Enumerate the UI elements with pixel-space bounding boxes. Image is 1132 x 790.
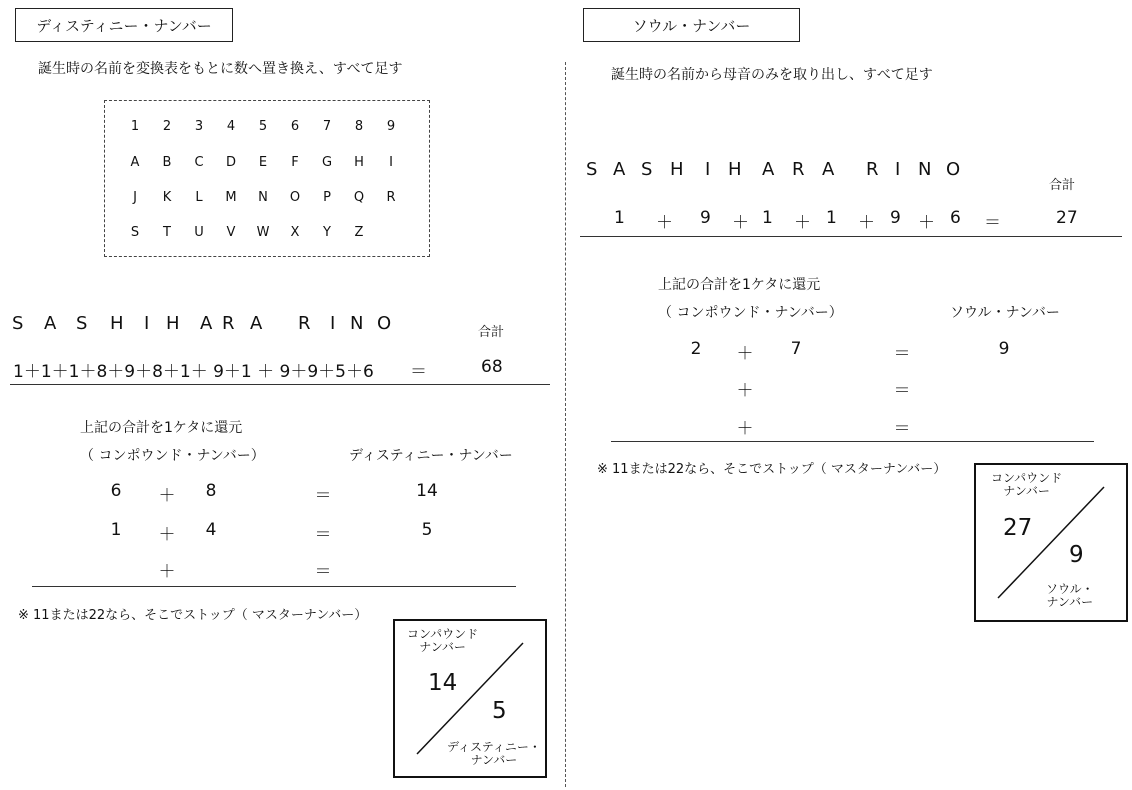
name-letter: S <box>641 159 653 180</box>
reduce-eq: ＝ <box>893 381 911 401</box>
table-number: 5 <box>258 119 268 134</box>
equation-term: ＋ <box>858 213 875 233</box>
soul-title: ソウル・ナンバー <box>632 16 751 35</box>
destiny-total: 68 <box>481 357 503 377</box>
table-letter: L <box>195 190 203 205</box>
soul-total: 27 <box>1056 208 1078 228</box>
name-letter: S <box>586 159 598 180</box>
soul-reduce-rule <box>611 441 1094 442</box>
reduce-plus: ＋ <box>158 486 176 506</box>
soul-sum-rule <box>580 236 1122 237</box>
equation-term: 9 <box>890 208 901 228</box>
destiny-sum-label: 合計 <box>478 325 505 340</box>
destiny-box-final-value: 5 <box>492 698 507 724</box>
destiny-box-compound-value: 14 <box>428 670 458 696</box>
name-letter: H <box>166 313 180 334</box>
table-letter: F <box>291 155 299 170</box>
destiny-result-label: ディスティニー・ナンバー <box>349 448 513 464</box>
table-letter: O <box>289 190 301 205</box>
table-letter: R <box>386 190 396 205</box>
reduce-eq: ＝ <box>314 486 332 506</box>
table-letter: T <box>163 225 171 240</box>
reduce-r: 9 <box>998 339 1010 359</box>
name-letter: A <box>250 313 263 334</box>
name-letter: H <box>670 159 684 180</box>
reduce-b: 8 <box>205 481 217 501</box>
table-number: 9 <box>386 119 396 134</box>
name-letter: A <box>822 159 835 180</box>
table-number: 1 <box>130 119 140 134</box>
name-letter: I <box>705 159 711 180</box>
table-letter: E <box>258 155 268 170</box>
table-letter: I <box>389 155 393 170</box>
destiny-result-box <box>393 619 547 778</box>
reduce-r: 14 <box>416 481 438 501</box>
name-letter: H <box>110 313 124 334</box>
soul-result-box <box>974 463 1128 622</box>
soul-instruction: 誕生時の名前から母音のみを取り出し、すべて足す <box>611 67 933 83</box>
reduce-eq: ＝ <box>314 562 332 582</box>
table-letter: X <box>290 225 300 240</box>
destiny-instruction: 誕生時の名前を変換表をもとに数へ置き換え、すべて足す <box>38 61 403 77</box>
reduce-b: 4 <box>205 520 217 540</box>
table-letter: Q <box>353 190 365 205</box>
reduce-a: 6 <box>110 481 122 501</box>
table-letter: M <box>225 190 237 205</box>
table-number: 3 <box>194 119 204 134</box>
soul-box-final-value: 9 <box>1069 542 1084 568</box>
destiny-sum-rule <box>10 384 550 385</box>
name-letter: N <box>350 313 364 334</box>
name-letter: I <box>144 313 150 334</box>
name-letter: A <box>762 159 775 180</box>
equation-term: ＝ <box>984 213 1001 233</box>
reduce-plus: ＋ <box>736 419 754 439</box>
destiny-box-compound-label: コンパウンド ナンバー <box>407 627 479 654</box>
table-letter: P <box>323 190 331 205</box>
table-number: 8 <box>354 119 364 134</box>
destiny-equation: 1＋1＋1＋8＋9＋8＋1＋ 9＋1 ＋ 9＋9＋5＋6 <box>13 362 374 382</box>
name-letter: H <box>728 159 742 180</box>
equation-term: 6 <box>950 208 961 228</box>
reduce-eq: ＝ <box>314 525 332 545</box>
reduce-a: 1 <box>110 520 122 540</box>
equation-term: 1 <box>762 208 773 228</box>
reduce-plus: ＋ <box>158 562 176 582</box>
name-letter: A <box>44 313 57 334</box>
destiny-compound-label: （ コンポウンド・ナンバー） <box>80 448 265 464</box>
table-number: 2 <box>162 119 172 134</box>
reduce-plus: ＋ <box>158 525 176 545</box>
center-divider <box>565 62 566 787</box>
table-number: 4 <box>226 119 236 134</box>
table-letter: D <box>225 155 236 170</box>
table-letter: U <box>194 225 204 240</box>
name-letter: I <box>330 313 336 334</box>
name-letter: I <box>895 159 901 180</box>
destiny-equals: ＝ <box>410 362 427 382</box>
table-letter: Y <box>323 225 331 240</box>
table-letter: A <box>130 155 140 170</box>
destiny-box-final-label: ディスティニー・ ナンバー <box>447 740 541 767</box>
equation-term: ＋ <box>918 213 935 233</box>
table-letter: J <box>133 190 137 205</box>
conversion-table <box>104 100 430 257</box>
destiny-title-box <box>15 8 233 42</box>
destiny-footnote: ※ 11または22なら、そこでストップ（ マスターナンバー） <box>18 608 368 623</box>
name-letter: R <box>792 159 805 180</box>
equation-term: 9 <box>700 208 711 228</box>
table-letter: G <box>321 155 333 170</box>
equation-term: 1 <box>826 208 837 228</box>
name-letter: R <box>222 313 235 334</box>
table-letter: S <box>130 225 140 240</box>
soul-box-compound-value: 27 <box>1003 515 1033 541</box>
soul-title-box <box>583 8 800 42</box>
name-letter: O <box>377 313 392 334</box>
destiny-title: ディスティニー・ナンバー <box>36 16 212 35</box>
soul-reduce-title: 上記の合計を1ケタに還元 <box>658 277 821 293</box>
soul-box-final-label: ソウル・ ナンバー <box>1046 582 1094 609</box>
table-letter: W <box>256 225 270 240</box>
reduce-b: 7 <box>790 339 802 359</box>
soul-box-compound-label: コンパウンド ナンバー <box>991 471 1063 498</box>
name-letter: R <box>298 313 311 334</box>
name-letter: S <box>76 313 88 334</box>
destiny-reduce-title: 上記の合計を1ケタに還元 <box>80 420 243 436</box>
table-number: 7 <box>322 119 332 134</box>
table-letter: C <box>194 155 204 170</box>
soul-result-label: ソウル・ナンバー <box>950 305 1060 321</box>
equation-term: 1 <box>614 208 625 228</box>
name-letter: O <box>946 159 961 180</box>
name-letter: A <box>200 313 213 334</box>
equation-term: ＋ <box>794 213 811 233</box>
name-letter: A <box>613 159 626 180</box>
table-letter: N <box>258 190 268 205</box>
reduce-plus: ＋ <box>736 344 754 364</box>
destiny-reduce-rule <box>32 586 516 587</box>
reduce-a: 2 <box>690 339 702 359</box>
name-letter: R <box>866 159 879 180</box>
equation-term: ＋ <box>732 213 749 233</box>
soul-compound-label: （ コンポウンド・ナンバー） <box>658 305 843 321</box>
table-letter: V <box>226 225 236 240</box>
soul-footnote: ※ 11または22なら、そこでストップ（ マスターナンバー） <box>597 462 947 477</box>
soul-sum-label: 合計 <box>1049 178 1076 193</box>
name-letter: N <box>918 159 932 180</box>
reduce-r: 5 <box>421 520 433 540</box>
reduce-eq: ＝ <box>893 419 911 439</box>
name-letter: S <box>12 313 24 334</box>
reduce-eq: ＝ <box>893 344 911 364</box>
table-letter: B <box>162 155 172 170</box>
equation-term: ＋ <box>656 213 673 233</box>
reduce-plus: ＋ <box>736 381 754 401</box>
table-letter: K <box>162 190 172 205</box>
table-letter: Z <box>354 225 364 240</box>
table-letter: H <box>354 155 364 170</box>
table-number: 6 <box>290 119 300 134</box>
